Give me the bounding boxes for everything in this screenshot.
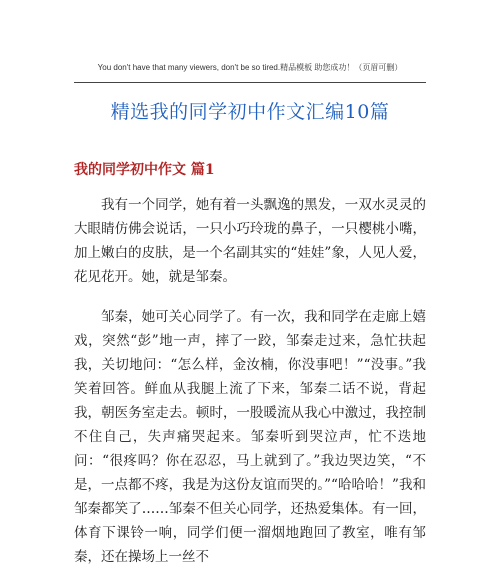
- section-title: 我的同学初中作文 篇1: [74, 162, 215, 178]
- paragraph: 邹秦，她可关心同学了。有一次，我和同学在走廊上嬉戏，突然“彭”地一声，摔了一跤，邹秦走过来，急忙扶起我，关切地问：“怎么样，金汝楠，你没事吧！”“没事。”我笑着回答。鲜血从我腿上流了下来，邹秦二话不说，背起我，朝医务室走去。顿时，一股暖流从我心中激过，我控制不住自己，失声痛哭起来。邹秦听到哭泣声，忙不迭地问：“很疼吗？你在忍忍，马上就到了。”我边哭边笑，“不是，一点都不疼，我是为这份友谊而哭的。”“哈哈哈！”我和邹秦都笑了……邹秦不但关心同学，还热爱集体。有一回，体育下课铃一响，同学们便一溜烟地跑回了教室，唯有邹秦，还在操场上一丝不: [74, 309, 426, 565]
- header-divider: [74, 82, 426, 83]
- document-title: 精选我的同学初中作文汇编10篇: [110, 101, 390, 123]
- article-body: [74, 193, 426, 585]
- paragraph: 我有一个同学，她有着一头飘逸的黑发，一双水灵灵的大眼睛仿佛会说话，一只小巧玲珑的鼻子，一只樱桃小嘴，加上嫩白的皮肤，是一个名副其实的“娃娃”象，人见人爱，花见花开。她，就是邹秦。: [74, 197, 426, 285]
- page-header: You don't have that many viewers, don't be so tired.精品模板 助您成功！（页眉可删）: [97, 63, 403, 72]
